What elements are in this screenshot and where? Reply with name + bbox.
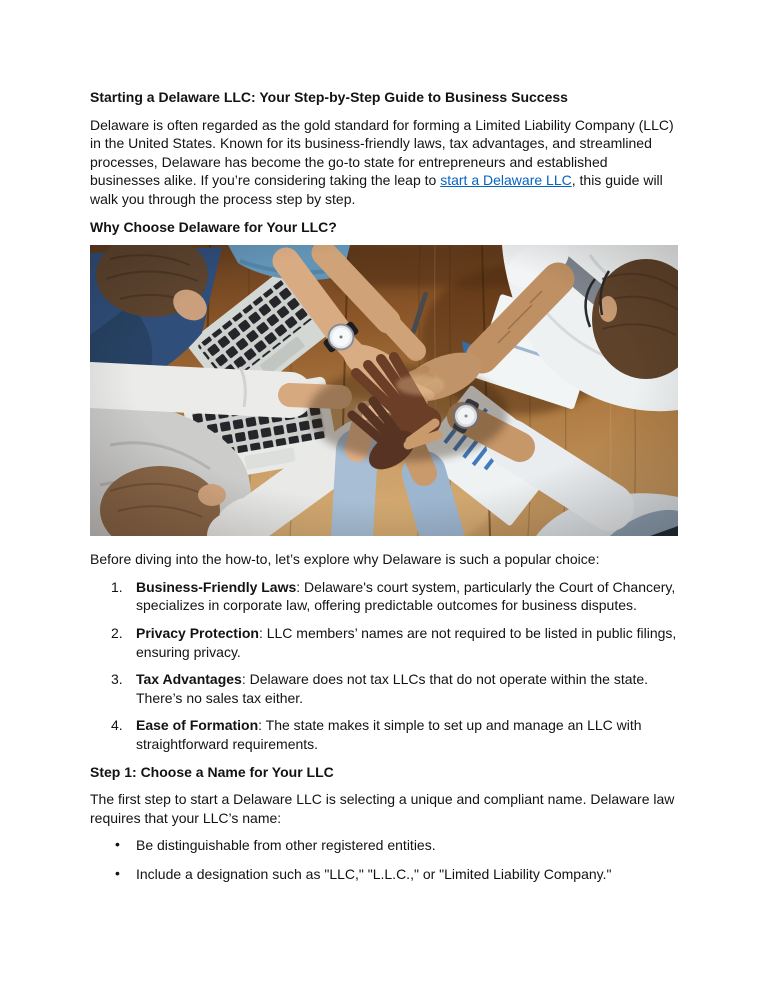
list-item-lead: Ease of Formation bbox=[136, 717, 259, 734]
step1-intro-paragraph: The first step to start a Delaware LLC is selecting a unique and compliant name. Delaware law requires that your LLC’s name: bbox=[90, 791, 675, 826]
intro-text-before-link: Delaware is often regarded as the gold standard for forming a Limited Liability Company (LLC) in the United States. Known for its business-friendly laws, tax advantages, and streamlined processes, Delaware has become the go-to state for entrepreneurs and established businesses alike. If you’re considering taking the leap to bbox=[90, 116, 674, 189]
list-item-number: 2. bbox=[111, 624, 123, 641]
list-item-text: : LLC members’ names are not required to be listed in public filings, ensuring privacy. bbox=[136, 624, 677, 660]
list-item-number: 1. bbox=[111, 578, 123, 595]
bullet-text: Be distinguishable from other registered entities. bbox=[136, 837, 436, 854]
team-hands-photo-svg bbox=[90, 245, 678, 536]
document-title: Starting a Delaware LLC: Your Step-by-Step Guide to Business Success bbox=[90, 89, 568, 105]
step1-heading: Step 1: Choose a Name for Your LLC bbox=[90, 763, 334, 780]
list-item bbox=[90, 624, 678, 661]
bullet-item bbox=[90, 836, 678, 855]
list-item-lead: Business-Friendly Laws bbox=[136, 578, 297, 595]
list-item-number: 3. bbox=[111, 671, 123, 688]
name-requirements-bullet-list bbox=[90, 836, 678, 883]
list-item-lead: Privacy Protection bbox=[136, 624, 259, 641]
list-item bbox=[90, 670, 678, 707]
bullet-marker: • bbox=[115, 864, 120, 881]
bullet-item bbox=[90, 865, 678, 884]
list-item bbox=[90, 716, 678, 753]
intro-paragraph bbox=[90, 116, 678, 209]
list-item-text: : The state makes it simple to set up and manage an LLC with straightforward requirements. bbox=[136, 717, 642, 752]
why-numbered-list bbox=[90, 578, 678, 754]
photo-vignette bbox=[90, 245, 678, 536]
list-item bbox=[90, 578, 678, 615]
list-item-number: 4. bbox=[111, 717, 123, 734]
list-item-lead: Tax Advantages bbox=[136, 671, 242, 688]
bullet-marker: • bbox=[115, 836, 120, 853]
bullet-text: Include a designation such as "LLC," "L.L.C.," or "Limited Liability Company." bbox=[136, 865, 612, 882]
list-item-text: : Delaware does not tax LLCs that do not operate within the state. There’s no sales tax either. bbox=[136, 671, 649, 706]
team-hands-photo bbox=[90, 245, 678, 536]
list-item-text: : Delaware's court system, particularly the Court of Chancery, specializes in corporate law, offering predictable outcomes for business disputes. bbox=[136, 578, 676, 614]
why-choose-heading: Why Choose Delaware for Your LLC? bbox=[90, 218, 337, 235]
start-delaware-llc-link[interactable]: start a Delaware LLC bbox=[440, 172, 572, 189]
intro-text-after-link: , this guide will walk you through the process step by step. bbox=[90, 172, 663, 207]
why-intro-paragraph: Before diving into the how-to, let’s explore why Delaware is such a popular choice: bbox=[90, 551, 600, 568]
